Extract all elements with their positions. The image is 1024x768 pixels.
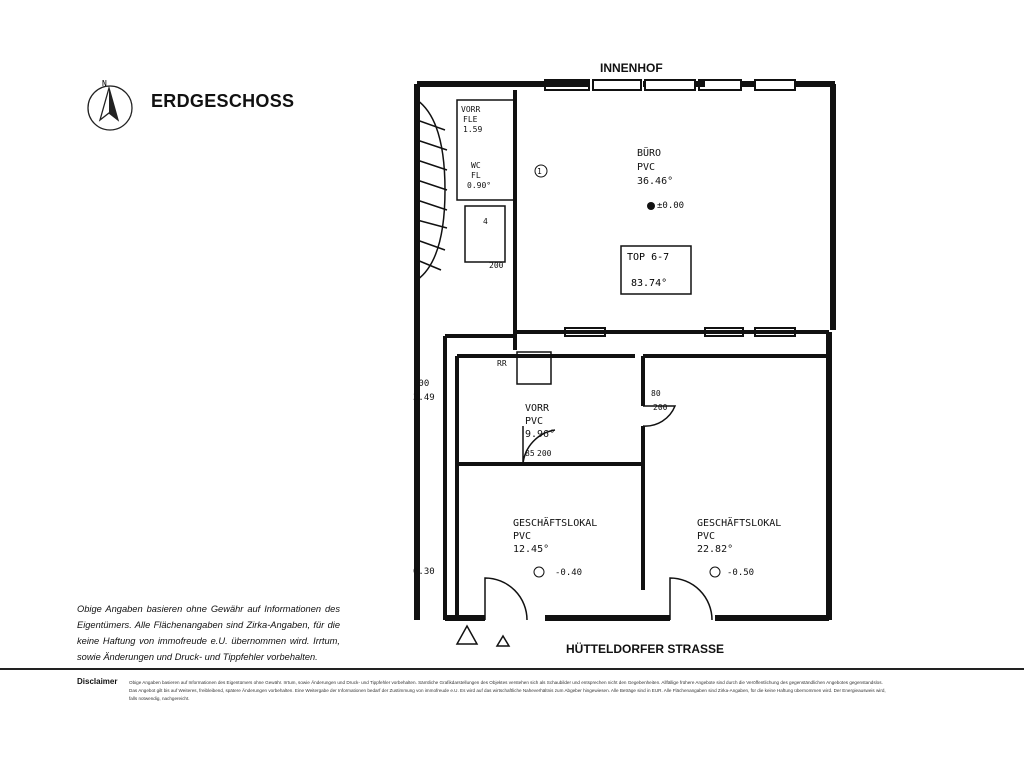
room-area: 22.82° — [697, 544, 734, 555]
small-room-sub: FL — [471, 171, 481, 180]
unit-box-name: TOP 6-7 — [627, 252, 670, 263]
door-mark: 200 — [537, 449, 552, 458]
info-note: Obige Angaben basieren ohne Gewähr auf Informationen des Eigentümers. Alle Flächenangaben sind Zirka-Angaben, für die keine Haftung von immofreude e.U. übernommen wird. Irrtum, sowie Änderungen und Druck- und Tippfehler vorbehalten. — [77, 604, 340, 662]
small-room-area: 1.59 — [463, 125, 483, 134]
room-area: 12.45° — [513, 544, 550, 555]
room-floor: PVC — [525, 416, 544, 427]
room-name: BÜRO — [637, 148, 662, 159]
room-floor: PVC — [513, 531, 532, 542]
level-marker: -0.40 — [555, 568, 583, 578]
door-mark: 85 — [525, 449, 535, 458]
top-direction-label: INNENHOF — [600, 61, 663, 75]
room-name: GESCHÄFTSLOKAL — [697, 518, 782, 529]
small-room-area: 0.90° — [467, 181, 492, 190]
room-name: VORR — [525, 403, 550, 414]
divider — [0, 668, 1024, 670]
side-mark: .00 — [413, 379, 430, 389]
room-area: 9.96° — [525, 429, 556, 440]
small-room-name: VORR — [461, 105, 481, 114]
side-mark: 0.30 — [413, 567, 435, 577]
compass-letter: N — [102, 79, 107, 88]
room-floor: PVC — [697, 531, 716, 542]
room-floor: PVC — [637, 162, 656, 173]
bottom-street-label: HÜTTELDORFER STRASSE — [566, 642, 725, 656]
floor-plan — [405, 60, 855, 660]
disclaimer-label: Disclaimer — [77, 677, 118, 686]
misc-mark: 4 — [483, 217, 488, 226]
misc-mark: RR — [497, 359, 507, 368]
small-room-sub: FLE — [463, 115, 478, 124]
room-area: 36.46° — [637, 176, 674, 187]
disclaimer-text: Obige Angaben basieren auf Informationen des Eigentümers ohne Gewähr. Irrtum, sowie Änderungen und Druck- und Tippfehler vorbehalten. Sämtliche Grafikdarstellungen des Objektes verstehen sich als Schaubilder und entsprechen nicht den Gegebenheiten. Allfällige frühere Angebote sind durch die Veröffentlichung des gegenständlichen Angebotes gegenstandslos. Das Angebot gilt bis auf Weiteres, freibleibend, spätere Änderungen vorbehalten. Eine Weitergabe der Informationen bedarf der Zustimmung von immofreude e.U. Es wird auf das wirtschaftliche Naheverhältnis zum Abgeber hingewiesen. Alle Beträge sind in EUR. Alle Flächenangaben sind Zirka-Angaben, für die keine Haftung übernommen wird. Der Energieausweis wird, falls notwendig, nachgereicht. — [129, 680, 886, 701]
door-mark: 200 — [653, 403, 668, 412]
unit-box-area: 83.74° — [631, 278, 668, 289]
misc-mark: 1 — [537, 167, 542, 176]
page-title: ERDGESCHOSS — [151, 91, 295, 111]
north-compass-icon — [84, 77, 138, 133]
level-marker: -0.50 — [727, 568, 755, 578]
level-marker: ±0.00 — [657, 201, 685, 211]
side-mark: 3.49 — [413, 393, 435, 403]
door-mark: 200 — [489, 261, 504, 270]
small-room-name: WC — [471, 161, 481, 170]
door-mark: 80 — [651, 389, 661, 398]
room-name: GESCHÄFTSLOKAL — [513, 518, 598, 529]
